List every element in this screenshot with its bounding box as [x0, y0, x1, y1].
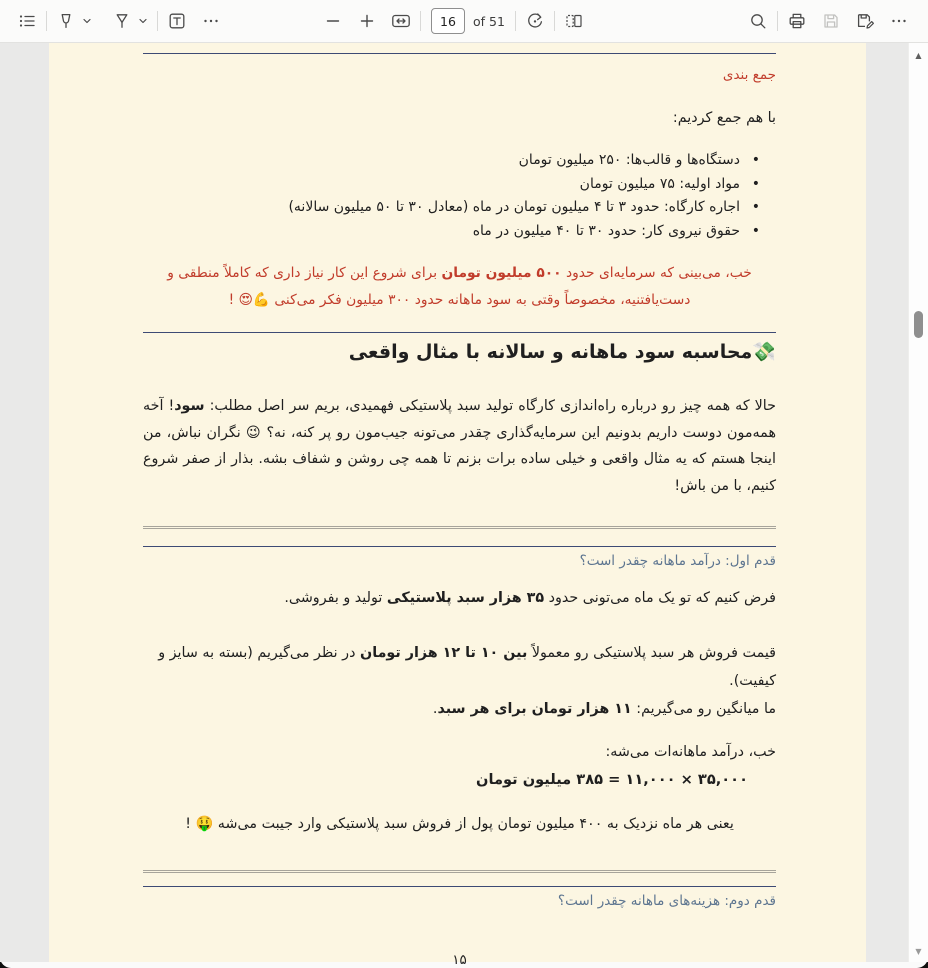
add-text-icon	[167, 11, 187, 31]
section-rule-blue	[143, 886, 776, 887]
section-intro: حالا که همه چیز رو درباره راه‌اندازی کارگاه تولید سبد پلاستیکی فهمیدی، بریم سر اصل مطلب: سود! آخه همه‌مون دوست داریم بدونیم این سرمایه‌گذاری چقدر می‌تونه جیب‌مون رو پر کنه، نه؟ 😉 نگران نباش، من اینجا هستم که یه مثال واقعی و خیلی ساده برات بزنم تا همه چی روشن و شفاف بشه. بذار از صفر شروع کنیم، با من باش!	[143, 398, 776, 494]
toolbar-separator	[420, 11, 421, 31]
list-item: • مواد اولیه: ۷۵ میلیون تومان	[143, 173, 776, 197]
more-tools-button[interactable]	[198, 7, 224, 35]
highlighter-icon	[112, 11, 132, 31]
list-item: • حقوق نیروی کار: حدود ۳۰ تا ۴۰ میلیون در ماه	[143, 220, 776, 244]
highlighter-dropdown-chevron[interactable]	[135, 7, 151, 35]
search-button[interactable]	[745, 7, 771, 35]
toolbar-separator	[777, 11, 778, 31]
table-of-contents-icon	[17, 11, 37, 31]
step1-formula: ۳۵,۰۰۰ × ۱۱,۰۰۰ = ۳۸۵ میلیون تومان	[476, 771, 748, 788]
list-item: • اجاره کارگاه: حدود ۳ تا ۴ میلیون تومان در ماه (معادل ۳۰ تا ۵۰ میلیون سالانه)	[143, 196, 776, 220]
page-view-button[interactable]	[561, 7, 587, 35]
scrollbar-thumb[interactable]	[914, 311, 923, 338]
more-tools-icon	[201, 11, 221, 31]
step1-income-intro: خب، درآمد ماهانه‌ات می‌شه:	[605, 744, 776, 760]
document-page-number: ۱۵	[452, 952, 467, 968]
toolbar-separator	[157, 11, 158, 31]
section-rule-blue	[143, 546, 776, 547]
section-rule-double	[143, 526, 776, 529]
scrollbar-up-arrow[interactable]: ▲	[915, 51, 922, 60]
summary-bullet-list	[143, 149, 776, 243]
add-text-button[interactable]	[164, 7, 190, 35]
toolbar-separator	[515, 11, 516, 31]
zoom-out-button[interactable]	[320, 7, 346, 35]
money-with-wings-emoji: 💸	[752, 341, 776, 363]
page-count-label: of 51	[473, 13, 505, 29]
toolbar-separator	[46, 11, 47, 31]
summary-intro: با هم جمع کردیم:	[672, 110, 776, 126]
more-options-icon	[889, 11, 909, 31]
zoom-in-button[interactable]	[354, 7, 380, 35]
step1-assumption: فرض کنیم که تو یک ماه می‌تونی حدود ۳۵ هزار سبد پلاستیکی تولید و بفروشی.	[284, 590, 776, 606]
toolbar-left-group	[14, 0, 224, 42]
search-icon	[748, 11, 768, 31]
fit-to-width-icon	[390, 11, 412, 31]
vertical-scrollbar	[908, 43, 928, 962]
scrollbar-down-arrow[interactable]: ▼	[915, 947, 922, 956]
section-rule-blue	[143, 53, 776, 54]
rotate-icon	[525, 11, 545, 31]
rotate-button[interactable]	[522, 7, 548, 35]
print-button[interactable]	[784, 7, 810, 35]
summary-heading: جمع بندی	[722, 67, 776, 83]
pdf-page	[49, 43, 866, 968]
page-number-input[interactable]	[431, 8, 465, 34]
step1-takeaway: یعنی هر ماه نزدیک به ۴۰۰ میلیون تومان پول از فروش سبد پلاستیکی وارد جیبت می‌شه 🤑 !	[185, 816, 734, 832]
save-button	[818, 7, 844, 35]
pdf-toolbar	[0, 0, 928, 43]
step2-label: قدم دوم: هزینه‌های ماهانه چقدر است؟	[557, 893, 776, 909]
pen-dropdown-chevron[interactable]	[79, 7, 95, 35]
print-icon	[787, 11, 807, 31]
section-heading: 💸محاسبه سود ماهانه و سالانه با مثال واقعی	[348, 341, 776, 363]
save-icon	[821, 11, 841, 31]
table-of-contents-button[interactable]	[14, 7, 40, 35]
zoom-in-icon	[357, 11, 377, 31]
toolbar-center-group	[320, 0, 587, 42]
fit-to-width-button[interactable]	[388, 7, 414, 35]
pen-button[interactable]	[53, 7, 79, 35]
page-view-icon	[564, 11, 584, 31]
pen-icon	[56, 11, 76, 31]
list-item: • دستگاه‌ها و قالب‌ها: ۲۵۰ میلیون تومان	[143, 149, 776, 173]
investment-note: خب، می‌بینی که سرمایه‌ای حدود ۵۰۰ میلیون تومان برای شروع این کار نیاز داری که کاملاً منطقی و دست‌یافتنیه، مخصوصاً وقتی به سود ماهانه حدود ۳۰۰ میلیون فکر می‌کنی 💪😍 !	[167, 265, 752, 308]
save-as-button[interactable]	[852, 7, 878, 35]
save-as-icon	[855, 11, 875, 31]
section-rule-blue	[143, 332, 776, 333]
viewer-content-area	[0, 43, 928, 968]
toolbar-separator	[554, 11, 555, 31]
more-options-button[interactable]	[886, 7, 912, 35]
toolbar-right-group	[745, 0, 912, 42]
step1-label: قدم اول: درآمد ماهانه چقدر است؟	[579, 553, 776, 569]
section-rule-double	[143, 870, 776, 873]
highlighter-button[interactable]	[109, 7, 135, 35]
step1-pricing: قیمت فروش هر سبد پلاستیکی رو معمولاً بین ۱۰ تا ۱۲ هزار تومان در نظر می‌گیریم (بسته به سایز و کیفیت). ما میانگین رو می‌گیریم: ۱۱ هزار تومان برای هر سبد.	[158, 645, 776, 717]
